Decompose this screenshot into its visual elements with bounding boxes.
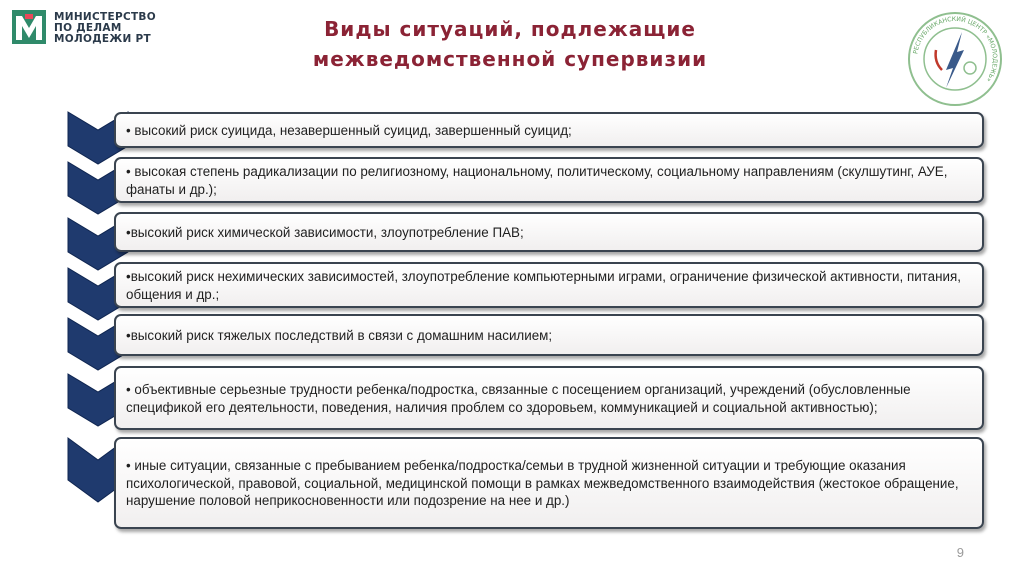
situation-item-3 <box>114 212 984 252</box>
ministry-name-line-1: МИНИСТЕРСТВО <box>54 11 156 23</box>
situation-item-2 <box>114 157 984 203</box>
ministry-logo-icon <box>12 10 46 44</box>
ministry-name <box>54 12 156 45</box>
situation-item-text: • высокий риск суицида, незавершенный суицид, завершенный суицид; <box>126 122 572 138</box>
emblem-ring-text: РЕСПУБЛИКАНСКИЙ ЦЕНТР «МОЛОДЕЖЬ» <box>912 15 999 84</box>
ministry-name-line-3: МОЛОДЕЖИ РТ <box>54 33 152 45</box>
slide-title-line-2: межведомственной супервизии <box>312 47 708 71</box>
center-emblem <box>906 10 1004 108</box>
situation-item-1 <box>114 112 984 148</box>
situation-item-5 <box>114 314 984 356</box>
situation-item-text: •высокий риск тяжелых последствий в связи с домашним насилием; <box>126 327 553 343</box>
situation-item-text: •высокий риск химической зависимости, злоупотребление ПАВ; <box>126 224 524 240</box>
ministry-logo <box>12 10 192 50</box>
slide-title-line-1: Виды ситуаций, подлежащие <box>324 17 696 41</box>
ministry-name-line-2: ПО ДЕЛАМ <box>54 22 122 34</box>
situation-item-6 <box>114 366 984 430</box>
situation-item-text: • объективные серьезные трудности ребенка/подростка, связанные с посещением организаций, учреждений (обусловленные спецификой его деятельности, поведения, наличия проблем со здоровьем, коммуникацией и социальной активностью); <box>126 382 911 415</box>
situation-item-4 <box>114 262 984 308</box>
situation-item-7 <box>114 437 984 529</box>
slide-title <box>240 14 780 74</box>
situation-item-text: •высокий риск нехимических зависимостей, злоупотребление компьютерными играми, ограничение физической активности, питания, общения и др.; <box>126 269 961 302</box>
situation-item-text: • иные ситуации, связанные с пребыванием ребенка/подростка/семьи в трудной жизненной ситуации и требующие оказания психологической, правовой, социальной, медицинской помощи в рамках межведомственного взаимодействия (жестокое обращение, нарушение половой неприкосновенности или подозрение на нее и др.) <box>126 458 959 509</box>
page-number: 9 <box>956 545 964 560</box>
situation-item-text: • высокая степень радикализации по религиозному, национальному, политическому, социальному направлениям (скулшутинг, АУЕ, фанаты и др.); <box>126 164 948 197</box>
